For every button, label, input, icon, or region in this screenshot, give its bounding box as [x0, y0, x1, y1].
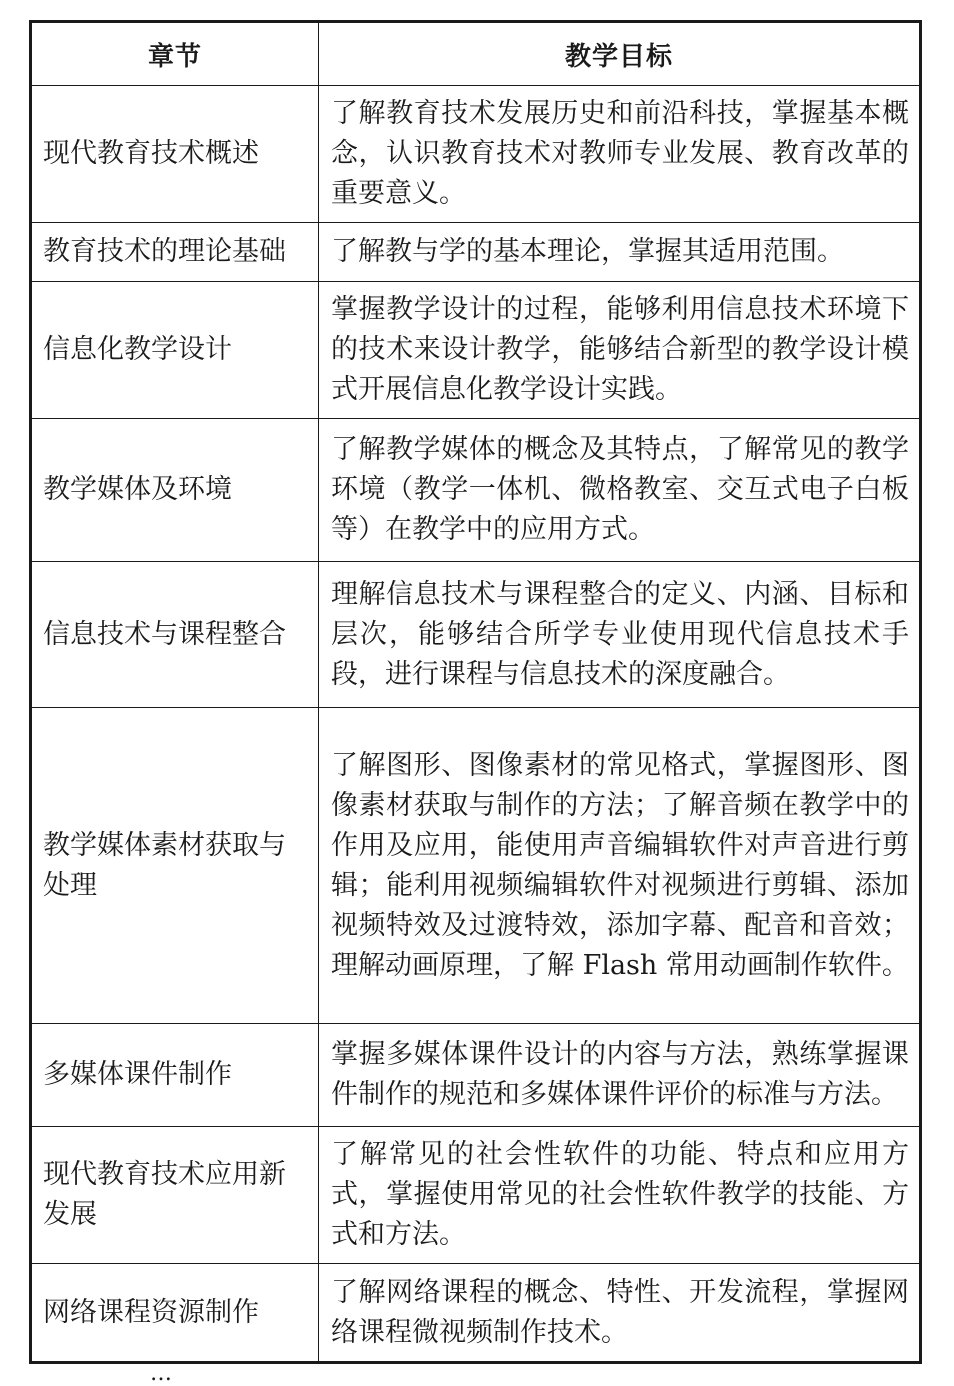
objective-cell: 掌握多媒体课件设计的内容与方法，熟练掌握课件制作的规范和多媒体课件评价的标准与方法。	[319, 1024, 921, 1127]
objective-cell: 了解教育技术发展历史和前沿科技，掌握基本概念，认识教育技术对教师专业发展、教育改革的重要意义。	[319, 86, 921, 223]
objective-cell: 了解教学媒体的概念及其特点，了解常见的教学环境（教学一体机、微格教室、交互式电子白板等）在教学中的应用方式。	[319, 419, 921, 562]
chapter-cell: 多媒体课件制作	[31, 1024, 319, 1127]
table-row	[31, 1024, 921, 1127]
chapter-cell: 现代教育技术应用新发展	[31, 1127, 319, 1264]
objective-cell: 了解常见的社会性软件的功能、特点和应用方式，掌握使用常见的社会性软件教学的技能、方式和方法。	[319, 1127, 921, 1264]
objective-cell: 了解网络课程的概念、特性、开发流程，掌握网络课程微视频制作技术。	[319, 1264, 921, 1363]
table-row	[31, 708, 921, 1024]
table-row	[31, 562, 921, 708]
cut-off-footer-text: …	[150, 1361, 172, 1386]
objective-cell: 了解图形、图像素材的常见格式，掌握图形、图像素材获取与制作的方法；了解音频在教学中的作用及应用，能使用声音编辑软件对声音进行剪辑；能利用视频编辑软件对视频进行剪辑、添加视频特效及过渡特效，添加字幕、配音和音效；理解动画原理，了解 Flash 常用动画制作软件。	[319, 708, 921, 1024]
table-header-row	[31, 22, 921, 86]
table-row	[31, 1127, 921, 1264]
chapter-cell: 网络课程资源制作	[31, 1264, 319, 1363]
chapter-cell: 信息化教学设计	[31, 282, 319, 419]
table-row	[31, 223, 921, 282]
chapter-cell: 教育技术的理论基础	[31, 223, 319, 282]
header-chapter: 章节	[31, 22, 319, 86]
syllabus-table	[29, 20, 922, 1364]
header-objective: 教学目标	[319, 22, 921, 86]
chapter-cell: 教学媒体及环境	[31, 419, 319, 562]
table-row	[31, 419, 921, 562]
table-row	[31, 282, 921, 419]
table-row	[31, 1264, 921, 1363]
objective-cell: 掌握教学设计的过程，能够利用信息技术环境下的技术来设计教学，能够结合新型的教学设计模式开展信息化教学设计实践。	[319, 282, 921, 419]
chapter-cell: 信息技术与课程整合	[31, 562, 319, 708]
objective-cell: 理解信息技术与课程整合的定义、内涵、目标和层次，能够结合所学专业使用现代信息技术手段，进行课程与信息技术的深度融合。	[319, 562, 921, 708]
chapter-cell: 教学媒体素材获取与处理	[31, 708, 319, 1024]
objective-cell: 了解教与学的基本理论，掌握其适用范围。	[319, 223, 921, 282]
table-row	[31, 86, 921, 223]
chapter-cell: 现代教育技术概述	[31, 86, 319, 223]
